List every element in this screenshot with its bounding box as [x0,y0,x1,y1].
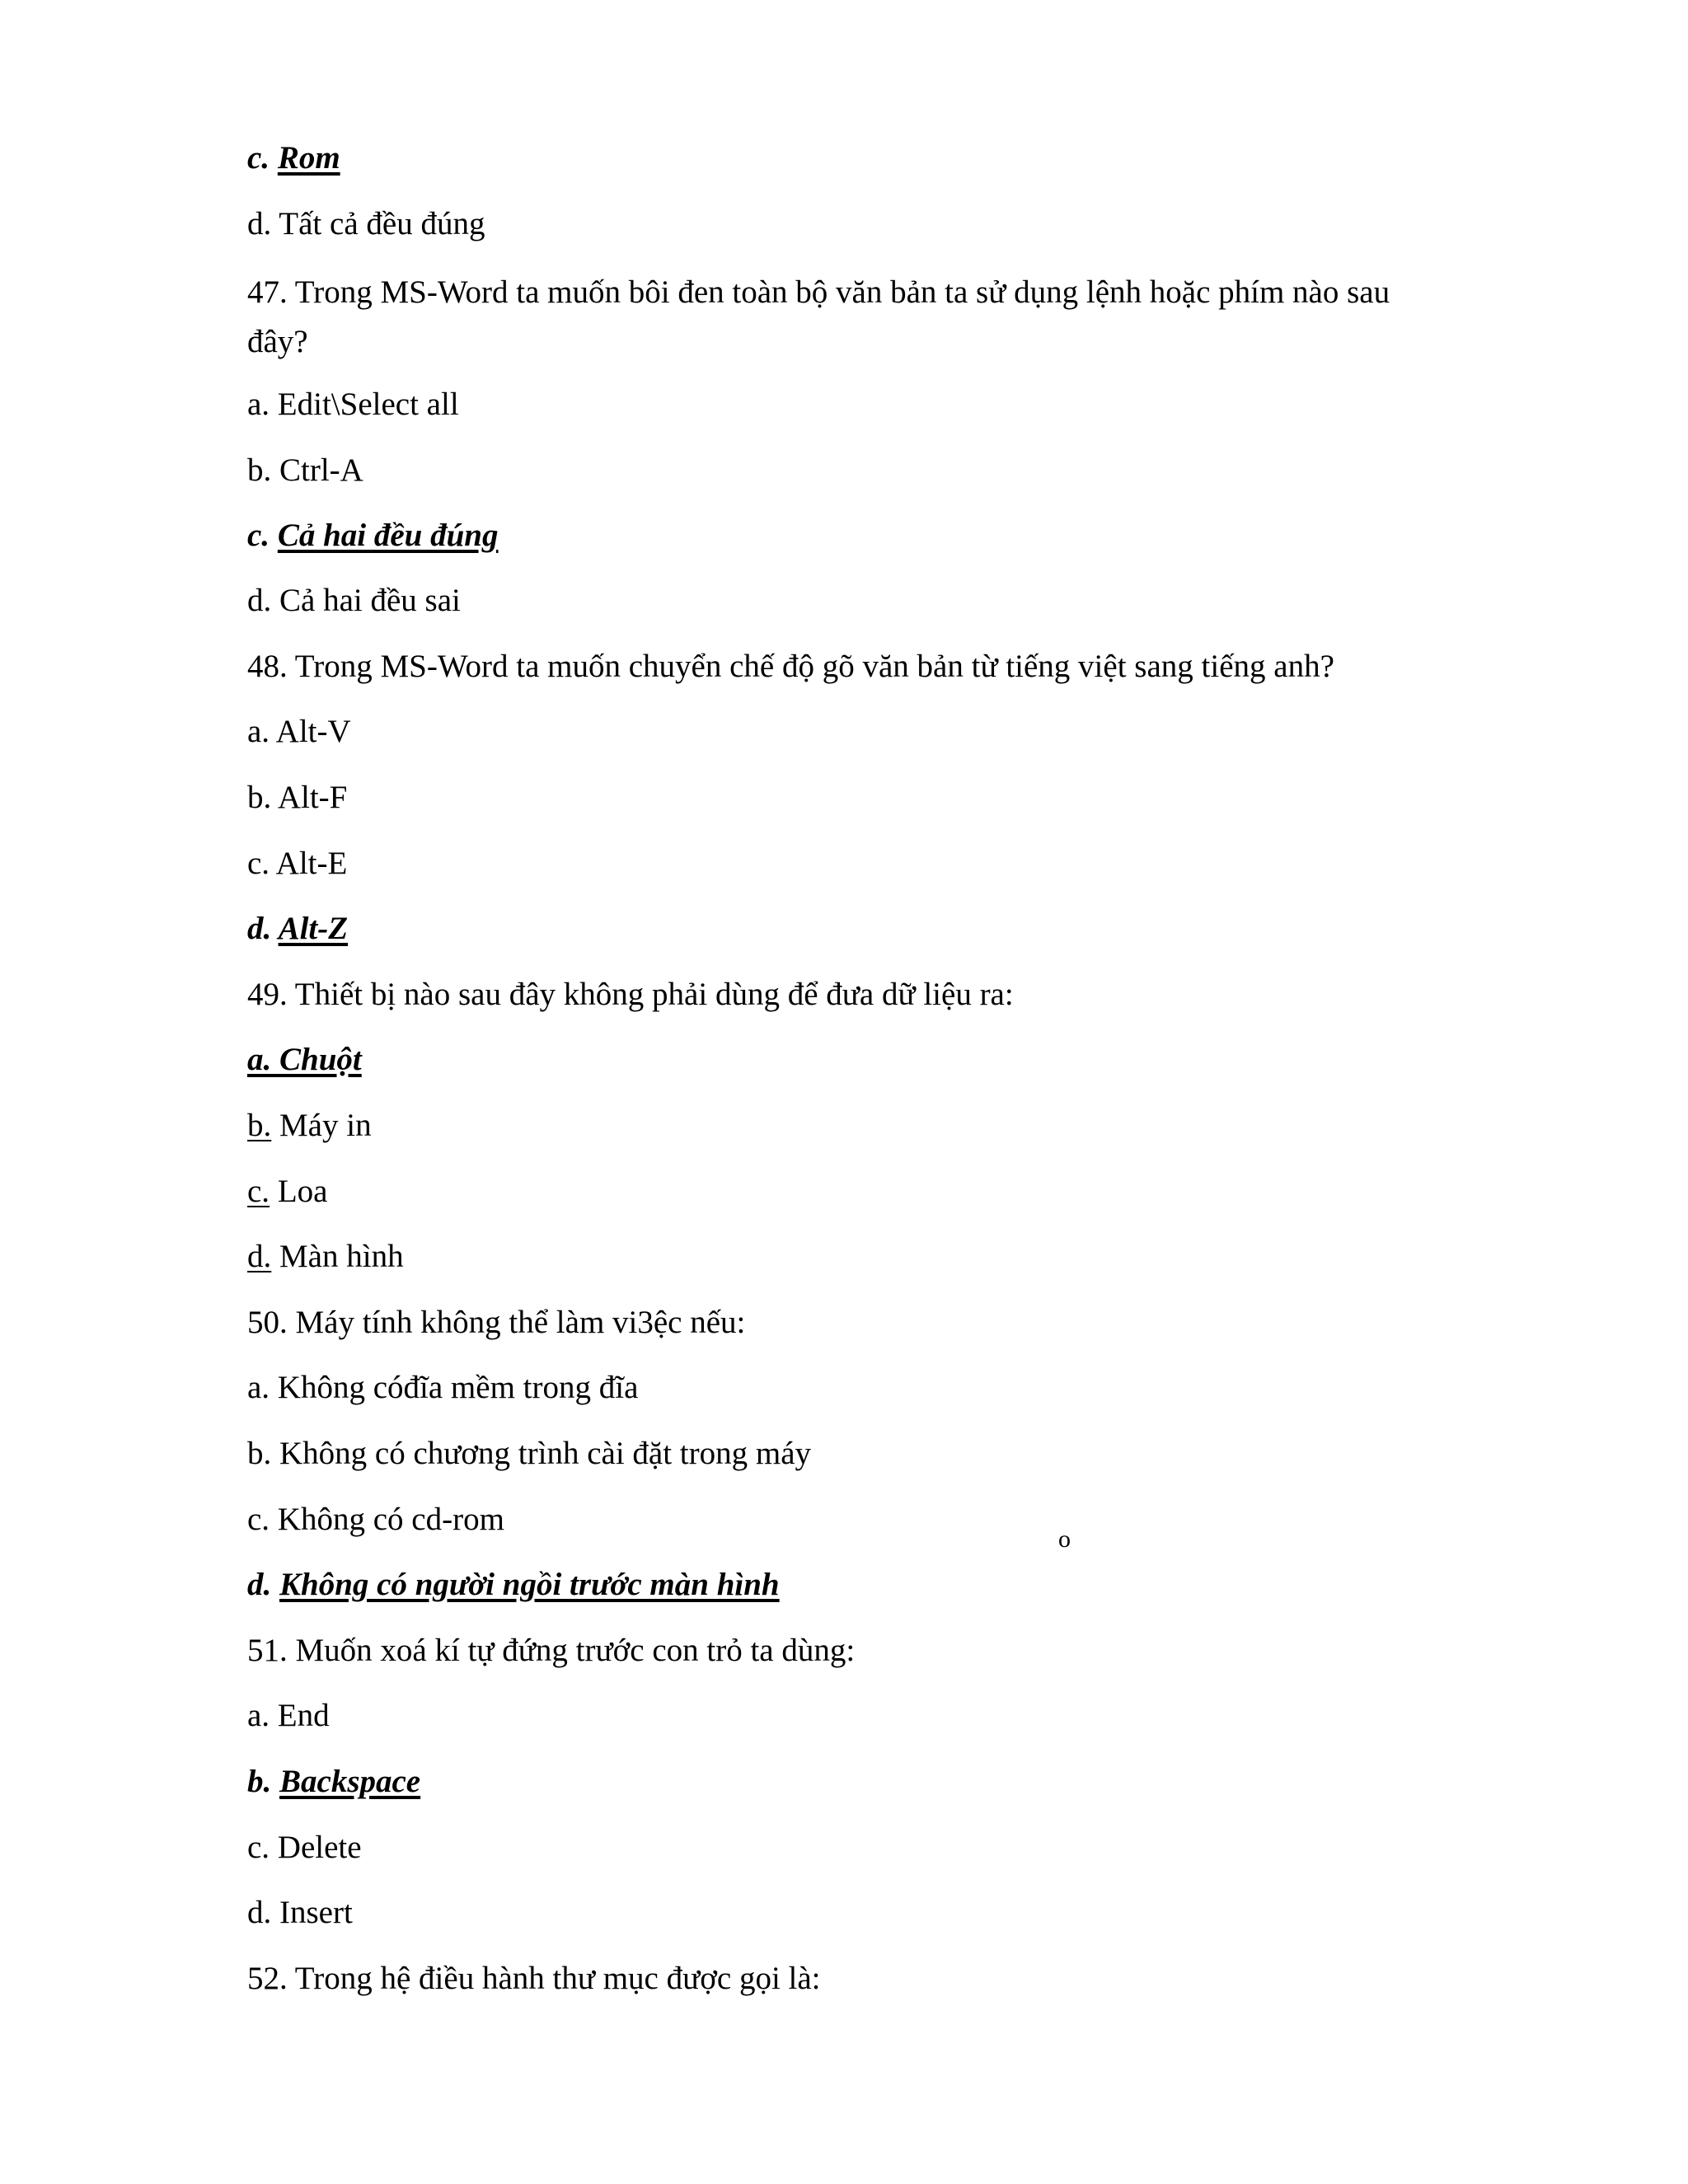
answer-option: d. Cả hai đều sai [247,583,461,618]
answer-option: c. Delete [247,1830,362,1865]
answer-option: a. Không cóđĩa mềm trong đĩa [247,1370,639,1405]
answer-option: b. Alt-F [247,780,348,815]
question-48: 48. Trong MS-Word ta muốn chuyển chế độ gõ văn bản từ tiếng việt sang tiếng anh? [247,649,1334,684]
answer-option: b. Không có chương trình cài đặt trong máy [247,1436,812,1471]
answer-option-correct: d. Alt-Z [247,911,349,946]
question-52: 52. Trong hệ điều hành thư mục được gọi là: [247,1961,821,1996]
question-47: 47. Trong MS-Word ta muốn bôi đen toàn bộ văn bản ta sử dụng lệnh hoặc phím nào sau đây? [247,274,1390,359]
stray-marker: o [1058,1526,1071,1553]
answer-option: a. End [247,1698,330,1733]
question-49: 49. Thiết bị nào sau đây không phải dùng để đưa dữ liệu ra: [247,977,1014,1012]
answer-option: d. Tất cả đều đúng [247,206,485,241]
answer-option-correct: b. Backspace [247,1764,421,1799]
answer-option: c. Không có cd-rom [247,1502,504,1537]
answer-option: c. Loa [247,1174,328,1209]
answer-option-correct: c. Cả hai đều đúng [247,518,499,553]
answer-option: c. Alt-E [247,846,348,881]
answer-option: d. Màn hình [247,1239,404,1274]
question-50: 50. Máy tính không thể làm vi3ệc nếu: [247,1305,746,1340]
answer-option-correct: a. Chuột [247,1042,362,1077]
answer-option: a. Alt-V [247,714,351,749]
answer-option: b. Máy in [247,1108,372,1143]
answer-option: b. Ctrl-A [247,452,363,488]
answer-option: a. Edit\Select all [247,387,459,422]
answer-option-correct: d. Không có người ngồi trước màn hình [247,1567,780,1602]
answer-option: d. Insert [247,1895,353,1930]
answer-option-correct: c. Rom [247,140,340,176]
question-51: 51. Muốn xoá kí tự đứng trước con trỏ ta dùng: [247,1633,856,1668]
